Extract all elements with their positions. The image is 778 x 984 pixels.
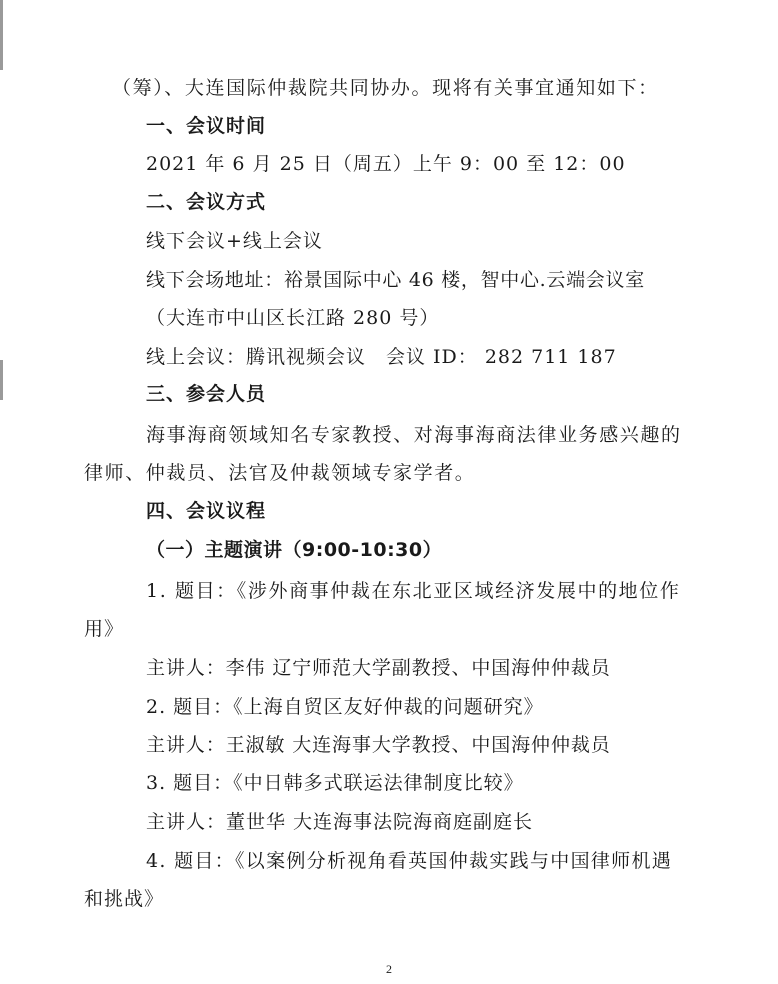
body-line: 1. 题目：《涉外商事仲裁在东北亚区域经济发展中的地位作: [146, 580, 681, 602]
subsection-heading: （一）主题演讲（9:00-10:30）: [146, 539, 443, 561]
section-heading: 一、会议时间: [146, 115, 267, 137]
edge-mark: [0, 0, 3, 70]
body-line: 海事海商领域知名专家教授、对海事海商法律业务感兴趣的: [146, 424, 682, 446]
body-line: 和挑战》: [84, 888, 165, 910]
body-line: 主讲人：董世华 大连海事法院海商庭副庭长: [146, 811, 534, 833]
edge-mark: [0, 360, 3, 400]
body-line: 线上会议：腾讯视频会议 会议 ID： 282 711 187: [146, 346, 617, 368]
section-heading: 四、会议议程: [146, 500, 267, 522]
body-line: 4. 题目：《以案例分析视角看英国仲裁实践与中国律师机遇: [146, 850, 673, 872]
body-line: 2021 年 6 月 25 日（周五）上午 9：00 至 12：00: [146, 153, 626, 175]
body-line: 主讲人：李伟 辽宁师范大学副教授、中国海仲仲裁员: [146, 657, 611, 679]
body-line: （筹）、大连国际仲裁院共同协办。现将有关事宜通知如下：: [112, 77, 659, 99]
section-heading: 二、会议方式: [146, 191, 267, 213]
body-line: 3. 题目：《中日韩多式联运法律制度比较》: [146, 772, 524, 794]
body-line: 线下会场地址：裕景国际中心 46 楼，智中心.云端会议室: [146, 269, 645, 291]
body-line: 主讲人：王淑敏 大连海事大学教授、中国海仲仲裁员: [146, 734, 611, 756]
body-line: 律师、仲裁员、法官及仲裁领域专家学者。: [84, 462, 476, 484]
page-number: 2: [386, 962, 392, 976]
body-line: （大连市中山区长江路 280 号）: [146, 307, 440, 329]
body-line: 2. 题目：《上海自贸区友好仲裁的问题研究》: [146, 696, 544, 718]
body-line: 用》: [84, 618, 125, 640]
section-heading: 三、参会人员: [146, 383, 267, 405]
body-line: 线下会议+线上会议: [146, 230, 323, 252]
